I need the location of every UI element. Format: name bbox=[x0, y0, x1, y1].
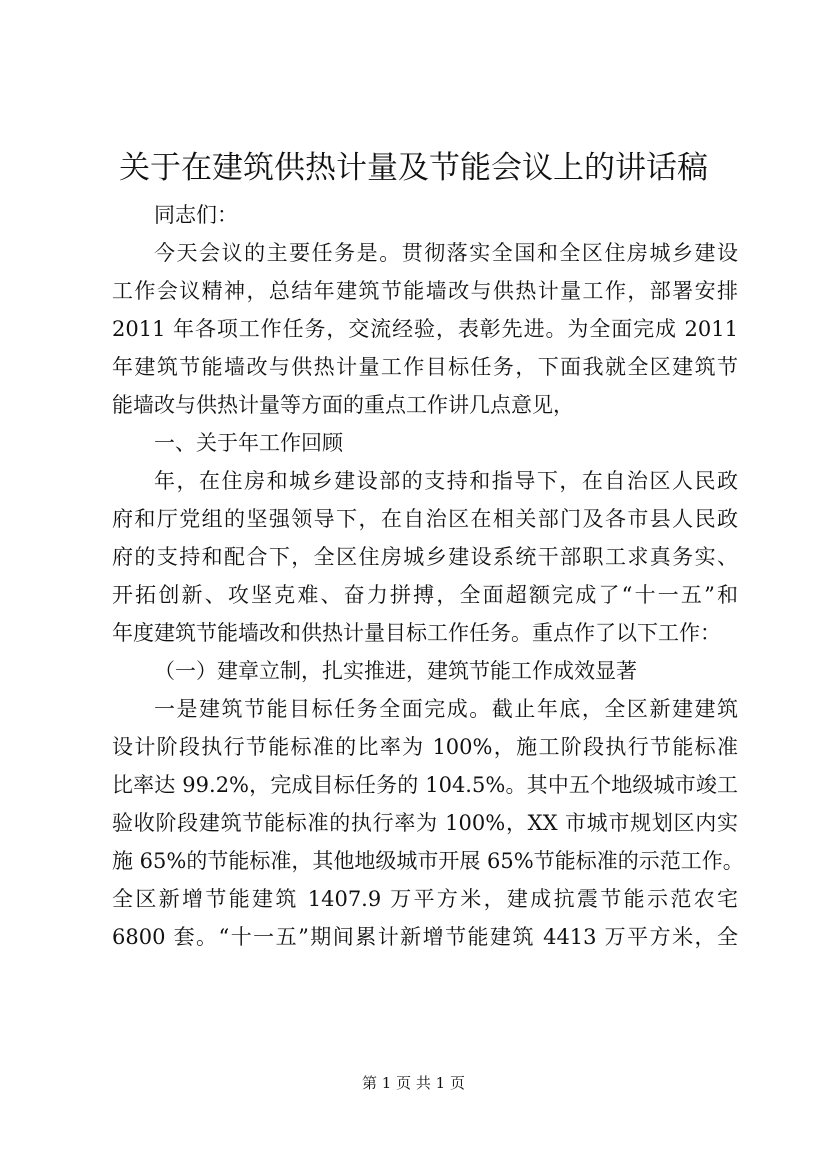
paragraph-line: 同志们： bbox=[154, 203, 238, 227]
paragraph-line: 开拓创新、攻坚克难、奋力拼搏，全面超额完成了“十一五”和 bbox=[112, 583, 738, 607]
paragraph-line: 比率达 99.2%，完成目标任务的 104.5%。其中五个地级城市竣工 bbox=[112, 773, 738, 797]
paragraph-line: 今天会议的主要任务是。贯彻落实全国和全区住房城乡建设 bbox=[154, 241, 738, 265]
paragraph-line: 府的支持和配合下，全区住房城乡建设系统干部职工求真务实、 bbox=[112, 545, 738, 569]
paragraph-line: 6800 套。“十一五”期间累计新增节能建筑 4413 万平方米，全 bbox=[112, 925, 738, 949]
document-title: 关于在建筑供热计量及节能会议上的讲话稿 bbox=[119, 150, 708, 186]
paragraph-line: 验收阶段建筑节能标准的执行率为 100%，XX 市城市规划区内实 bbox=[112, 811, 738, 835]
paragraph-line: 施 65%的节能标准，其他地级城市开展 65%节能标准的示范工作。 bbox=[112, 849, 744, 873]
paragraph-line: 一、关于年工作回顾 bbox=[154, 431, 343, 455]
page-footer: 第 1 页 共 1 页 bbox=[362, 1074, 465, 1092]
paragraph-line: 年度建筑节能墙改和供热计量目标工作任务。重点作了以下工作： bbox=[112, 621, 721, 645]
paragraph-line: 府和厅党组的坚强领导下，在自治区在相关部门及各市县人民政 bbox=[112, 507, 738, 531]
paragraph-line: （一）建章立制，扎实推进，建筑节能工作成效显著 bbox=[154, 659, 637, 683]
paragraph-line: 2011 年各项工作任务，交流经验，表彰先进。为全面完成 2011 bbox=[112, 317, 738, 341]
paragraph-line: 能墙改与供热计量等方面的重点工作讲几点意见， bbox=[112, 393, 574, 417]
document-body bbox=[112, 196, 744, 956]
paragraph-line: 一是建筑节能目标任务全面完成。截止年底，全区新建建筑 bbox=[154, 697, 738, 721]
paragraph-line: 年，在住房和城乡建设部的支持和指导下，在自治区人民政 bbox=[154, 469, 738, 493]
paragraph-line: 全区新增节能建筑 1407.9 万平方米，建成抗震节能示范农宅 bbox=[112, 887, 738, 911]
paragraph-line: 设计阶段执行节能标准的比率为 100%，施工阶段执行节能标准 bbox=[112, 735, 738, 759]
paragraph-line: 工作会议精神，总结年建筑节能墙改与供热计量工作，部署安排 bbox=[112, 279, 738, 303]
paragraph-line: 年建筑节能墙改与供热计量工作目标任务，下面我就全区建筑节 bbox=[112, 355, 738, 379]
